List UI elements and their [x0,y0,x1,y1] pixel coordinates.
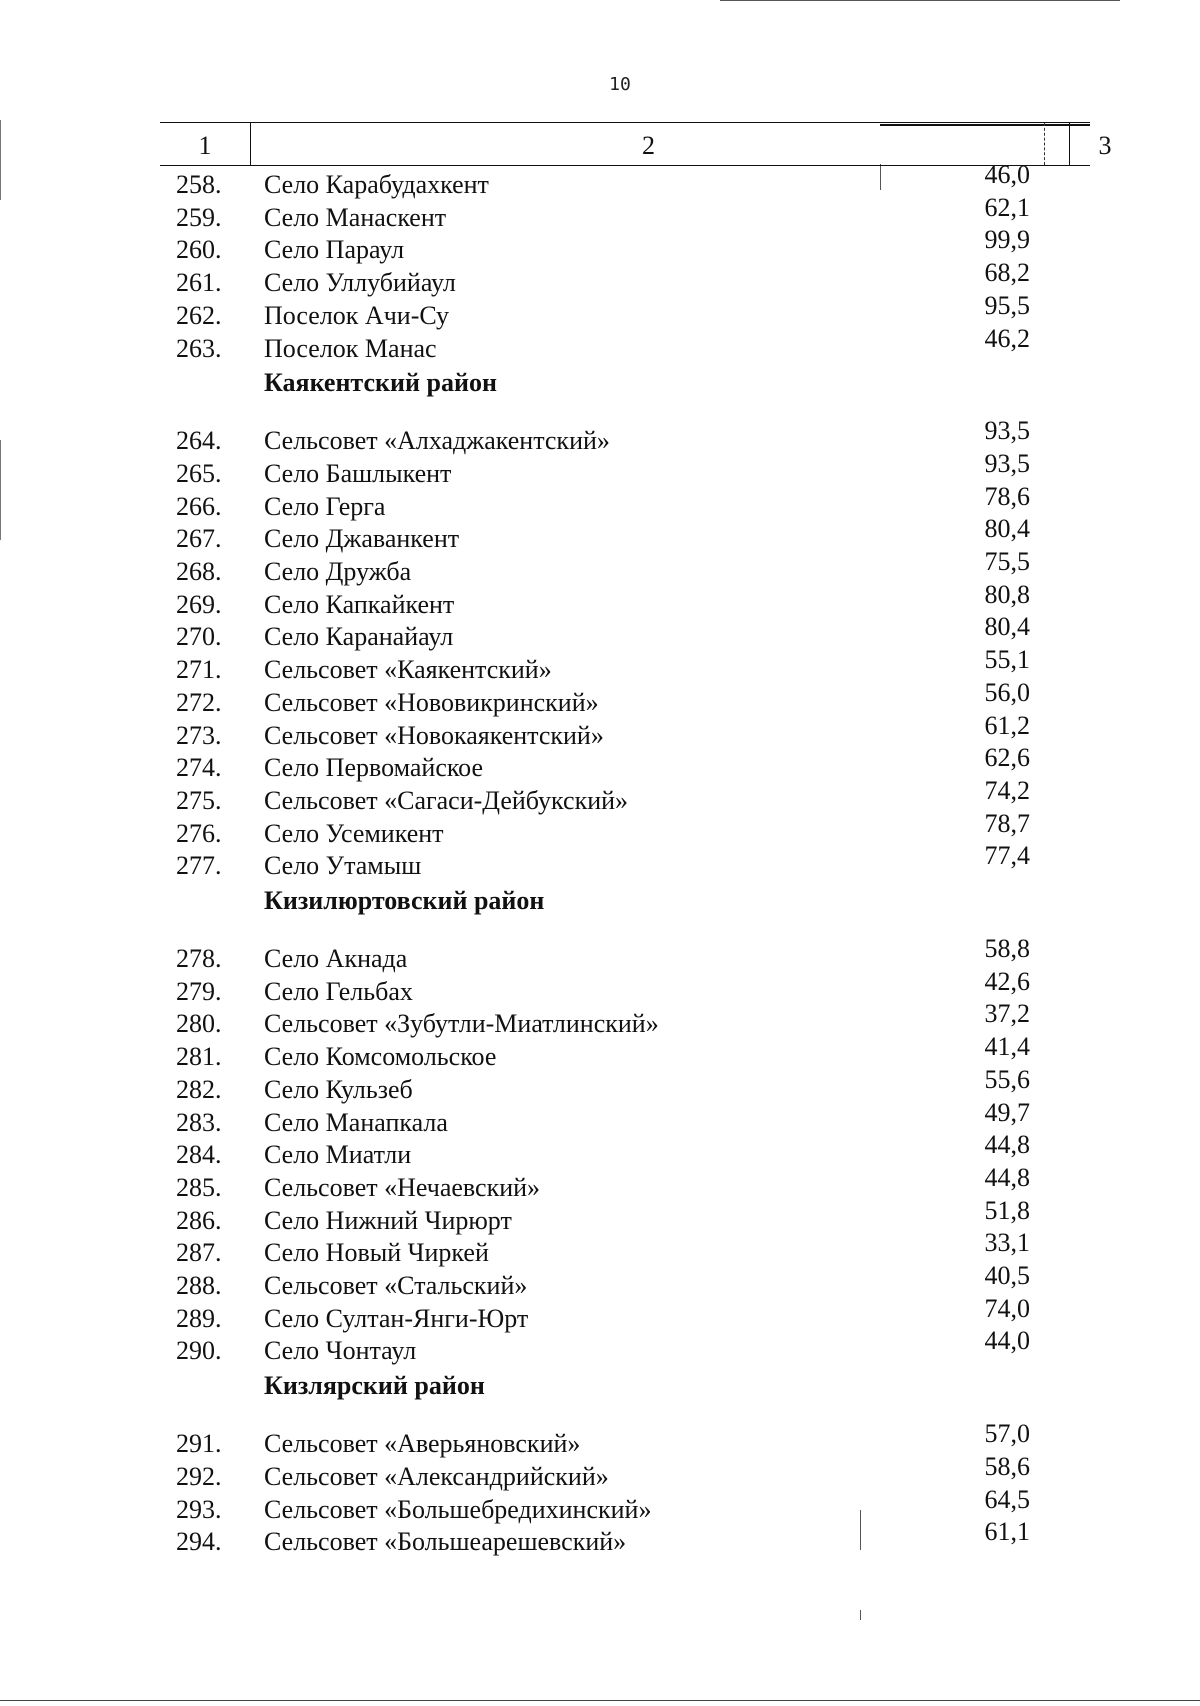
section-title: Кизлярский район [264,1371,485,1401]
row-number: 279. [176,976,222,1006]
row-number: 271. [176,655,222,685]
row-number: 259. [176,202,222,232]
row-value: 61,2 [984,710,1030,740]
settlement-name: Сельсовет «Большебредихинский» [264,1494,652,1524]
row-value: 80,4 [984,514,1030,544]
settlement-name: Сельсовет «Сагаси-Дейбукский» [264,785,629,815]
row-number: 261. [176,268,222,298]
settlement-name: Село Манапкала [264,1107,448,1137]
row-value: 58,6 [984,1451,1030,1481]
row-value: 37,2 [984,999,1030,1029]
settlement-name: Сельсовет «Зубутли-Миатлинский» [264,1009,659,1039]
row-value: 64,5 [984,1484,1030,1514]
table-row [0,323,1200,363]
settlement-name: Поселок Ачи-Су [264,300,450,330]
row-value: 51,8 [984,1195,1030,1225]
row-value: 61,1 [984,1517,1030,1547]
row-number: 283. [176,1107,222,1137]
row-value: 93,5 [984,416,1030,446]
row-value: 75,5 [984,547,1030,576]
settlement-name: Сельсовет «Новокаякентский» [264,720,604,750]
row-value: 80,4 [984,612,1030,642]
settlement-name: Село Усемикент [264,818,444,848]
settlement-name: Сельсовет «Нововикринский» [264,687,599,717]
settlement-name: Село Каранайаул [264,622,454,652]
scan-edge-top [720,0,1120,1]
settlement-name: Сельсовет «Алхаджакентский» [264,426,610,456]
settlement-name: Село Дружба [264,557,412,586]
scan-mark [860,1610,861,1620]
row-value: 56,0 [984,677,1030,707]
row-value: 77,4 [984,841,1030,871]
row-number: 293. [176,1494,222,1524]
settlement-name: Село Чонтаул [264,1336,417,1366]
row-value: 80,8 [984,579,1030,609]
row-value: 99,9 [984,225,1030,255]
row-number: 263. [176,333,222,363]
settlement-name: Поселок Манас [264,333,437,363]
row-value: 44,8 [984,1162,1030,1192]
row-number: 274. [176,753,222,783]
row-value: 44,0 [984,1326,1030,1356]
row-value: 62,1 [984,192,1030,222]
settlement-name: Село Карабудахкент [264,170,489,199]
row-number: 278. [176,944,222,973]
row-value: 78,6 [984,481,1030,511]
row-number: 258. [176,170,222,199]
row-number: 285. [176,1172,222,1202]
row-value: 74,0 [984,1293,1030,1323]
settlement-name: Село Нижний Чирюрт [264,1205,512,1235]
settlement-name: Сельсовет «Большеарешевский» [264,1527,627,1557]
settlement-name: Сельсовет «Стальский» [264,1271,528,1300]
row-number: 270. [176,622,222,652]
row-value: 40,5 [984,1261,1030,1290]
settlement-name: Село Гельбах [264,976,413,1006]
row-number: 292. [176,1461,222,1491]
row-value: 68,2 [984,258,1030,288]
row-number: 276. [176,818,222,848]
settlement-name: Сельсовет «Нечаевский» [264,1172,541,1202]
table-row [0,841,1200,881]
settlement-name: Село Манаскент [264,202,447,232]
row-value: 42,6 [984,966,1030,996]
row-value: 46,0 [984,160,1030,189]
settlement-name: Село Султан-Янги-Юрт [264,1303,529,1333]
row-value: 44,8 [984,1130,1030,1160]
row-value: 57,0 [984,1419,1030,1449]
row-number: 294. [176,1527,222,1557]
row-value: 49,7 [984,1097,1030,1127]
row-value: 33,1 [984,1228,1030,1258]
row-number: 272. [176,687,222,717]
section-title: Кизилюртовский район [264,886,545,915]
header-col-2: 2 [642,131,655,160]
settlement-name: Село Первомайское [264,753,484,783]
settlement-name: Село Башлыкент [264,458,452,488]
row-number: 275. [176,785,222,815]
row-value: 62,6 [984,743,1030,773]
row-number: 269. [176,589,222,619]
row-number: 264. [176,426,222,456]
row-number: 290. [176,1336,222,1366]
section-title: Каякентский район [264,368,497,398]
row-number: 268. [176,557,222,586]
settlement-name: Село Комсомольское [264,1042,497,1072]
settlement-name: Село Уллубийаул [264,268,456,298]
row-number: 265. [176,458,222,488]
row-number: 282. [176,1074,222,1104]
table-row [0,1326,1200,1366]
row-value: 93,5 [984,448,1030,478]
row-number: 260. [176,235,222,265]
page-number: 10 [609,74,631,95]
row-number: 280. [176,1009,222,1039]
row-number: 291. [176,1429,222,1459]
header-divider [1044,123,1070,165]
row-number: 273. [176,720,222,750]
row-value: 55,6 [984,1064,1030,1094]
row-value: 58,8 [984,934,1030,963]
row-number: 262. [176,300,222,330]
header-col-3: 3 [1098,131,1112,160]
row-value: 74,2 [984,775,1030,805]
settlement-name: Село Капкайкент [264,589,455,619]
header-col-1: 1 [160,123,251,165]
row-number: 284. [176,1140,222,1170]
settlement-name: Село Новый Чиркей [264,1238,489,1268]
settlement-name: Сельсовет «Александрийский» [264,1461,609,1491]
settlement-name: Сельсовет «Каякентский» [264,655,552,685]
settlement-name: Село Параул [264,235,405,265]
row-number: 286. [176,1205,222,1235]
table-row [0,1517,1200,1557]
settlement-name: Село Джаванкент [264,524,460,554]
settlement-name: Село Миатли [264,1140,412,1170]
scan-edge-bottom [0,1700,1200,1701]
row-number: 277. [176,851,222,881]
row-number: 289. [176,1303,222,1333]
row-number: 267. [176,524,222,554]
row-number: 287. [176,1238,222,1268]
row-value: 95,5 [984,290,1030,320]
row-number: 266. [176,491,222,521]
row-number: 288. [176,1271,222,1300]
settlement-name: Село Кульзеб [264,1074,413,1104]
settlement-name: Село Утамыш [264,851,422,881]
row-value: 78,7 [984,808,1030,838]
row-number: 281. [176,1042,222,1072]
row-value: 41,4 [984,1032,1030,1062]
settlement-name: Село Акнада [264,944,408,973]
settlement-name: Сельсовет «Аверьяновский» [264,1429,581,1459]
settlement-name: Село Герга [264,491,386,521]
row-value: 46,2 [984,323,1030,353]
row-value: 55,1 [984,645,1030,675]
